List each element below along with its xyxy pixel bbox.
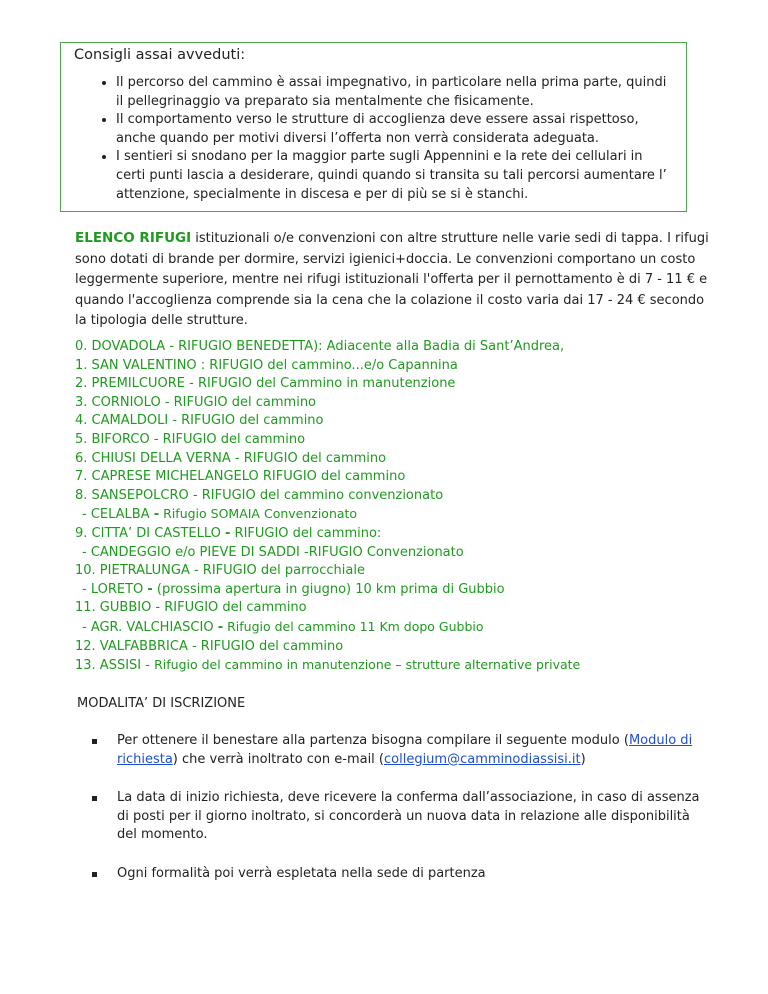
rifugio-item: 4. CAMALDOLI - RIFUGIO del cammino — [75, 413, 324, 429]
rifugio-item-place: 9. CITTA’ DI CASTELLO — [75, 525, 225, 541]
rifugio-item: 0. DOVADOLA - RIFUGIO BENEDETTA): Adiacente alla Badia di Sant’Andrea, — [75, 339, 565, 354]
rifugio-subitem-place: - AGR. VALCHIASCIO — [82, 619, 218, 635]
modalita-item — [92, 865, 712, 884]
rifugi-list — [75, 338, 735, 676]
rifugio-subitem — [75, 581, 735, 600]
email-link[interactable]: collegium@camminodiassisi.it — [384, 751, 581, 767]
consigli-box — [60, 42, 687, 212]
elenco-paragraph — [75, 228, 715, 332]
rifugio-item: 8. SANSEPOLCRO - RIFUGIO del cammino convenzionato — [75, 487, 444, 503]
rifugio-item: 3. CORNIOLO - RIFUGIO del cammino — [75, 394, 317, 410]
modalita-item-text: ) — [580, 751, 586, 767]
rifugio-item: 2. PREMILCUORE - RIFUGIO del Cammino in manutenzione — [75, 376, 456, 392]
rifugio-subitem-dash: - — [147, 581, 153, 597]
modalita-item-text: ) che verrà inoltrato con e-mail ( — [172, 751, 384, 767]
modulo-richiesta-link[interactable]: Modulo di richiesta — [117, 733, 693, 767]
rifugio-subitem — [75, 505, 735, 525]
rifugio-item — [75, 656, 735, 676]
rifugio-subitem-dash: - — [153, 507, 160, 523]
rifugio-subitem-desc: Rifugio del cammino 11 Km dopo Gubbio — [223, 618, 484, 634]
rifugio-subitem-place: - LORETO — [82, 581, 148, 597]
consigli-item: • I sentieri si snodano per la maggior parte sugli Appennini e la rete dei cellulari in certi punti lascia a desiderare, quindi quando si transita su tali percorsi aumentare l’ attenzione, specialmente in discesa e per di più se si è stanchi. — [116, 148, 672, 204]
rifugio-item: 5. BIFORCO - RIFUGIO del cammino — [75, 431, 306, 447]
square-bullet-icon — [92, 872, 97, 877]
modalita-item-text: La data di inizio richiesta, deve ricevere la conferma dall’associazione, in caso di assenza di posti per il giorno inoltrato, si concorderà un nuova data in relazione alle disponibilità del momento. — [117, 790, 700, 843]
modalita-title: MODALITA’ DI ISCRIZIONE — [77, 696, 246, 711]
elenco-heading: ELENCO RIFUGI — [75, 230, 192, 246]
rifugio-subitem — [75, 618, 735, 638]
rifugio-item: 6. CHIUSI DELLA VERNA - RIFUGIO del cammino — [75, 450, 387, 466]
rifugio-item: 12. VALFABBRICA - RIFUGIO del cammino — [75, 638, 344, 654]
elenco-text: istituzionali o/e convenzioni con altre strutture nelle varie sedi di tappa. I rifugi sono dotati di brande per dormire, servizi igienici+doccia. Le convenzioni comportano un costo leggermente superiore, mentre nei rifugi istituzionali l'offerta per il pernottamento è di 7 - 11 € e quando l'accoglienza comprende sia la cena che la colazione il costo varia dai 17 - 24 € secondo la tipologia delle strutture. — [75, 231, 709, 329]
consigli-list — [74, 74, 672, 204]
modalita-item-text: Per ottenere il benestare alla partenza bisogna compilare il seguente modulo ( — [117, 733, 629, 748]
rifugio-subitem-desc: (prossima apertura in giugno) 10 km prima di Gubbio — [152, 581, 505, 597]
rifugio-item-place: 13. ASSISI - — [75, 658, 155, 674]
rifugio-item-desc: RIFUGIO del cammino: — [230, 525, 382, 541]
consigli-item: • Il percorso del cammino è assai impegnativo, in particolare nella prima parte, quindi il pellegrinaggio va preparato sia mentalmente che fisicamente. — [116, 74, 672, 111]
rifugio-subitem: - CANDEGGIO e/o PIEVE DI SADDI -RIFUGIO Convenzionato — [82, 544, 464, 560]
modalita-list — [92, 732, 712, 904]
rifugio-item-desc: Rifugio del cammino in manutenzione – strutture alternative private — [154, 657, 581, 673]
consigli-title: Consigli assai avveduti: — [74, 47, 246, 63]
rifugio-subitem-place: - CELALBA — [82, 507, 154, 523]
square-bullet-icon — [92, 796, 97, 801]
square-bullet-icon — [92, 739, 97, 744]
rifugio-item: 10. PIETRALUNGA - RIFUGIO del parrocchiale — [75, 563, 365, 579]
rifugio-item: 1. SAN VALENTINO : RIFUGIO del cammino...e/o Capannina — [75, 357, 458, 373]
rifugio-item — [75, 525, 735, 544]
modalita-item — [92, 732, 712, 769]
rifugio-subitem-desc: Rifugio SOMAIA Convenzionato — [159, 506, 358, 522]
rifugio-item: 11. GUBBIO - RIFUGIO del cammino — [75, 600, 307, 616]
rifugio-item: 7. CAPRESE MICHELANGELO RIFUGIO del cammino — [75, 469, 406, 485]
consigli-item: • Il comportamento verso le strutture di accoglienza deve essere assai rispettoso, anche quando per motivi diversi l’offerta non verrà considerata adeguata. — [116, 111, 672, 148]
rifugio-subitem-dash: - — [217, 619, 224, 635]
modalita-item-text: Ogni formalità poi verrà espletata nella sede di partenza — [117, 865, 486, 881]
modalita-item — [92, 789, 712, 845]
rifugio-item-dash: - — [225, 525, 231, 541]
